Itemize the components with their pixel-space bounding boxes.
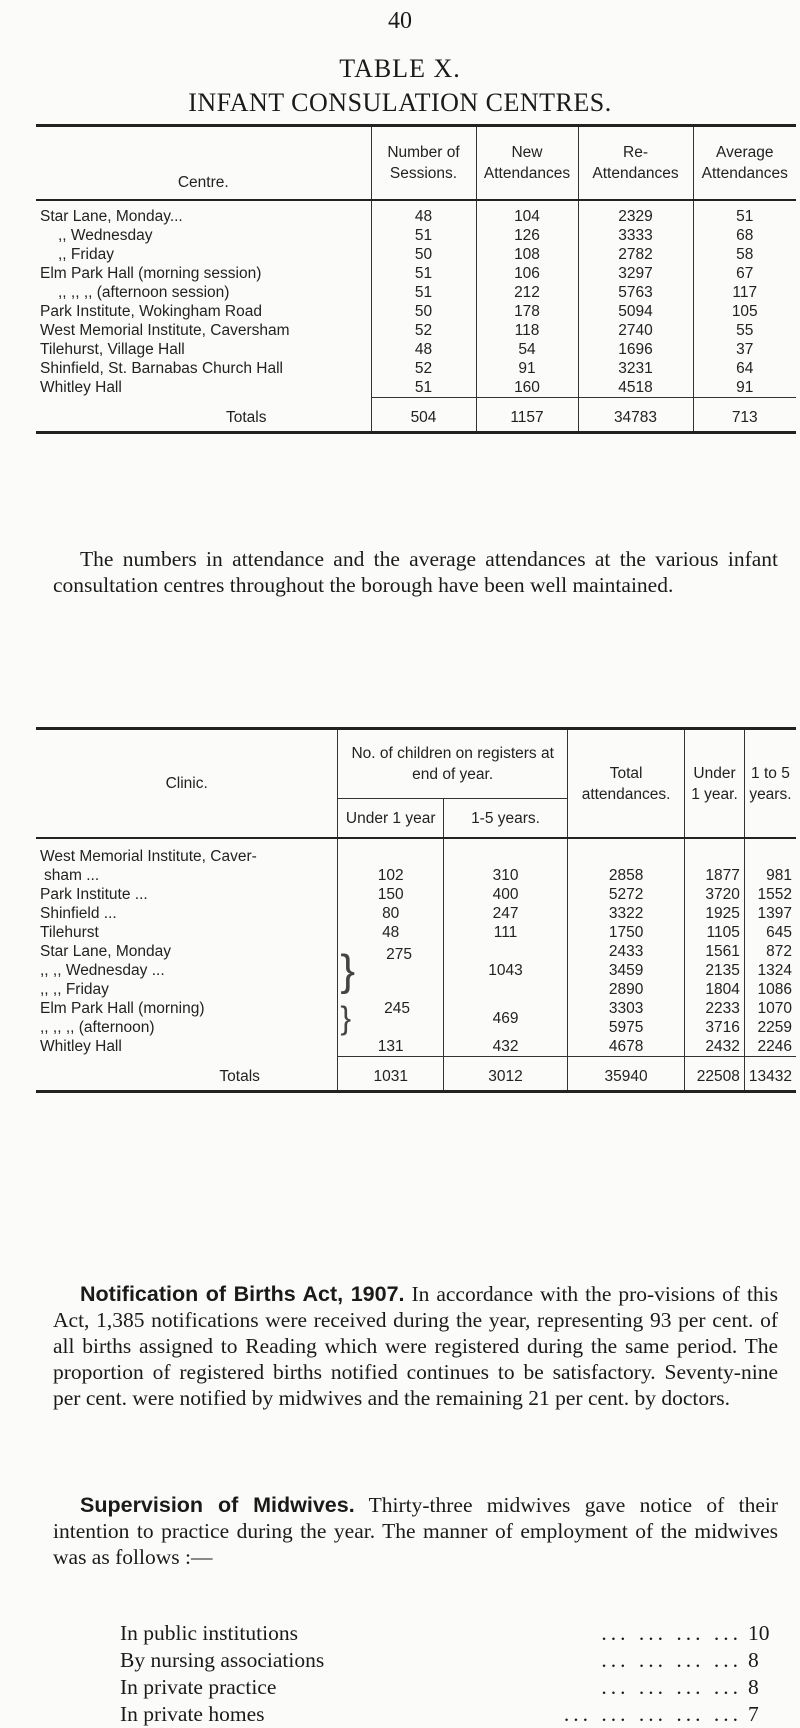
table-subtitle: INFANT CONSULATION CENTRES. — [188, 88, 612, 117]
cell-sessions: 51 — [371, 226, 476, 245]
cell-1to5: 645 — [744, 923, 796, 942]
col-total-attendances: Total attendances. — [568, 729, 685, 839]
cell-centre: Elm Park Hall (morning session) — [40, 265, 262, 282]
cell-1-5: 400 — [444, 885, 568, 904]
total-new: 1157 — [476, 398, 578, 433]
cell-u1: 2135 — [685, 961, 745, 980]
col-sessions: Number of Sessions. — [371, 126, 476, 201]
cell-total: 5272 — [568, 885, 685, 904]
clinic-table — [36, 727, 796, 1093]
cell-total: 3322 — [568, 904, 685, 923]
list-item — [120, 1674, 780, 1701]
brace-icon: } — [340, 945, 356, 995]
cell-sessions: 52 — [371, 321, 476, 340]
list-item — [120, 1647, 780, 1674]
cell-clinic: Tilehurst — [40, 924, 99, 941]
cell-new: 126 — [476, 226, 578, 245]
table-row — [36, 283, 796, 302]
cell-clinic: ,, ,, ,, (afternoon) — [40, 1019, 155, 1036]
employment-value: 8 — [748, 1648, 759, 1672]
table-header-row — [36, 126, 796, 201]
cell-1to5: 1086 — [744, 980, 796, 999]
col-re-attendances: Re- Attendances — [578, 126, 693, 201]
cell-1to5: 1397 — [744, 904, 796, 923]
table-row — [36, 378, 796, 398]
clinic-header-row — [36, 729, 796, 799]
cell-total: 5975 — [568, 1018, 685, 1037]
cell-centre: West Memorial Institute, Caversham — [40, 322, 290, 339]
cell-1to5: 981 — [744, 866, 796, 885]
cell-1-5: 111 — [444, 923, 568, 942]
cell-1to5: 2259 — [744, 1018, 796, 1037]
cell-sessions: 51 — [371, 378, 476, 398]
col-registers-under-1: Under 1 year — [338, 799, 444, 839]
cell-1-5: 1043 — [444, 942, 568, 999]
total-average: 713 — [693, 398, 796, 433]
totals-row — [36, 398, 796, 433]
cell-clinic: ,, ,, Friday — [40, 981, 109, 998]
supervision-heading: Supervision of Midwives. — [80, 1493, 355, 1517]
cell-u1: 1925 — [685, 904, 745, 923]
supervision-text: Thirty-three midwives gave notice of their intention to practice during the year. The manner of employment of the midwives was as follows :— — [53, 1493, 779, 1569]
total-under1: 1031 — [338, 1057, 444, 1092]
col-average-attendances: Average Attendances — [693, 126, 796, 201]
infant-centres-table — [36, 124, 796, 434]
cell-total: 3459 — [568, 961, 685, 980]
cell-centre: ,, ,, ,, (afternoon session) — [58, 284, 230, 301]
leader-dots: ... ... ... ... — [601, 1675, 742, 1699]
cell-re: 5763 — [578, 283, 693, 302]
col-registers-1-5: 1-5 years. — [444, 799, 568, 839]
table-row — [36, 321, 796, 340]
cell-sessions: 48 — [371, 200, 476, 226]
col-under-1-year: Under 1 year. — [685, 729, 745, 839]
cell-u1: 1105 — [685, 923, 745, 942]
cell-re: 3297 — [578, 264, 693, 283]
cell-clinic: Shinfield ... — [40, 905, 117, 922]
cell-clinic: Elm Park Hall (morning) — [40, 1000, 205, 1017]
cell-re: 2740 — [578, 321, 693, 340]
table-row — [36, 359, 796, 378]
cell-average: 58 — [693, 245, 796, 264]
table-title: TABLE X. — [339, 54, 461, 83]
col-1-to-5-years: 1 to 5 years. — [744, 729, 796, 839]
cell-u1: 3720 — [685, 885, 745, 904]
cell-average: 37 — [693, 340, 796, 359]
cell-re: 1696 — [578, 340, 693, 359]
cell-sessions: 50 — [371, 245, 476, 264]
cell-u1: 1877 — [685, 866, 745, 885]
employment-label: In private practice — [120, 1675, 277, 1699]
cell-u1: 1561 — [685, 942, 745, 961]
cell-sessions: 51 — [371, 264, 476, 283]
cell-u1: 2233 — [685, 999, 745, 1018]
cell-sessions: 52 — [371, 359, 476, 378]
notification-heading: Notification of Births Act, 1907. — [80, 1282, 405, 1306]
col-clinic: Clinic. — [36, 729, 338, 839]
cell-under1: 245 — [384, 1000, 410, 1017]
cell-clinic: Whitley Hall — [40, 1038, 122, 1055]
cell-average: 117 — [693, 283, 796, 302]
employment-label: By nursing associations — [120, 1648, 325, 1672]
list-item — [120, 1620, 780, 1647]
cell-clinic: Park Institute ... — [40, 886, 148, 903]
notification-paragraph — [53, 1281, 778, 1411]
cell-under1: 150 — [338, 885, 444, 904]
cell-1to5: 1324 — [744, 961, 796, 980]
brace-icon: } — [340, 1000, 352, 1036]
cell-centre: Tilehurst, Village Hall — [40, 341, 185, 358]
cell-u1: 2432 — [685, 1037, 745, 1057]
table-row — [36, 923, 796, 942]
employment-label: In private homes — [120, 1702, 265, 1726]
leader-dots: ... ... ... ... — [601, 1621, 742, 1645]
table-row — [36, 200, 796, 226]
cell-total: 2890 — [568, 980, 685, 999]
cell-new: 106 — [476, 264, 578, 283]
page-number: 40 — [388, 8, 412, 34]
cell-new: 118 — [476, 321, 578, 340]
cell-centre: Star Lane, Monday... — [40, 208, 183, 225]
employment-value: 8 — [748, 1675, 759, 1699]
total-u1: 22508 — [685, 1057, 745, 1092]
cell-re: 3333 — [578, 226, 693, 245]
cell-average: 67 — [693, 264, 796, 283]
cell-u1: 1804 — [685, 980, 745, 999]
cell-clinic: Star Lane, Monday — [40, 943, 171, 960]
cell-average: 68 — [693, 226, 796, 245]
cell-new: 91 — [476, 359, 578, 378]
employment-list — [120, 1620, 780, 1728]
cell-1-5: 432 — [444, 1037, 568, 1057]
cell-new: 178 — [476, 302, 578, 321]
star-lane-group-under1 — [338, 942, 444, 999]
cell-total: 1750 — [568, 923, 685, 942]
table-row — [36, 340, 796, 359]
cell-average: 55 — [693, 321, 796, 340]
total-re: 34783 — [578, 398, 693, 433]
table-row — [36, 245, 796, 264]
cell-re: 2329 — [578, 200, 693, 226]
cell-1to5: 1070 — [744, 999, 796, 1018]
cell-under1: 102 — [338, 866, 444, 885]
col-centre: Centre. — [36, 126, 371, 201]
cell-new: 212 — [476, 283, 578, 302]
cell-1to5: 2246 — [744, 1037, 796, 1057]
cell-average: 91 — [693, 378, 796, 398]
cell-clinic: West Memorial Institute, Caver- — [40, 848, 257, 865]
employment-label: In public institutions — [120, 1621, 298, 1645]
cell-sessions: 48 — [371, 340, 476, 359]
cell-total: 3303 — [568, 999, 685, 1018]
table-row — [36, 226, 796, 245]
col-registers: No. of children on registers at end of year. — [338, 729, 568, 799]
total-1-5: 3012 — [444, 1057, 568, 1092]
cell-1to5: 872 — [744, 942, 796, 961]
list-item — [120, 1701, 780, 1728]
table-row — [36, 302, 796, 321]
cell-1-5: 469 — [444, 999, 568, 1037]
table-row — [36, 942, 796, 961]
cell-under1: 131 — [338, 1037, 444, 1057]
table-row — [36, 999, 796, 1018]
table-row — [36, 904, 796, 923]
supervision-paragraph — [53, 1492, 778, 1570]
table-row — [36, 885, 796, 904]
employment-value: 10 — [748, 1621, 770, 1645]
cell-new: 108 — [476, 245, 578, 264]
cell-new: 54 — [476, 340, 578, 359]
cell-re: 3231 — [578, 359, 693, 378]
employment-value: 7 — [748, 1702, 759, 1726]
cell-average: 51 — [693, 200, 796, 226]
cell-re: 4518 — [578, 378, 693, 398]
cell-centre: ,, Friday — [58, 246, 114, 263]
leader-dots: ... ... ... ... — [601, 1648, 742, 1672]
cell-under1: 275 — [386, 945, 412, 963]
totals-row — [36, 1057, 796, 1092]
col-new-attendances: New Attendances — [476, 126, 578, 201]
cell-centre: Whitley Hall — [40, 379, 122, 396]
cell-1-5: 310 — [444, 866, 568, 885]
cell-sessions: 50 — [371, 302, 476, 321]
cell-re: 2782 — [578, 245, 693, 264]
cell-centre: ,, Wednesday — [58, 227, 153, 244]
cell-re: 5094 — [578, 302, 693, 321]
cell-total: 2433 — [568, 942, 685, 961]
cell-new: 160 — [476, 378, 578, 398]
table-row — [36, 838, 796, 866]
cell-clinic: ,, ,, Wednesday ... — [40, 962, 165, 979]
cell-u1: 3716 — [685, 1018, 745, 1037]
cell-clinic: sham ... — [44, 867, 100, 884]
cell-1-5: 247 — [444, 904, 568, 923]
cell-total: 4678 — [568, 1037, 685, 1057]
attendance-paragraph: The numbers in attendance and the average attendances at the various infant consultation centres throughout the borough have been well maintained. — [53, 547, 778, 597]
total-1to5: 13432 — [744, 1057, 796, 1092]
table-row — [36, 264, 796, 283]
cell-under1: 80 — [338, 904, 444, 923]
total-sessions: 504 — [371, 398, 476, 433]
elm-park-group-under1 — [338, 999, 444, 1037]
cell-average: 64 — [693, 359, 796, 378]
cell-sessions: 51 — [371, 283, 476, 302]
cell-centre: Shinfield, St. Barnabas Church Hall — [40, 360, 283, 377]
totals-label: Totals — [226, 408, 267, 426]
cell-new: 104 — [476, 200, 578, 226]
cell-total: 2858 — [568, 866, 685, 885]
cell-average: 105 — [693, 302, 796, 321]
table-row — [36, 1037, 796, 1057]
cell-centre: Park Institute, Wokingham Road — [40, 303, 262, 320]
notification-text: In accordance with the pro-visions of this Act, 1,385 notifications were received during the year, representing 93 per cent. of all births assigned to Reading which were registered during the same period. The proportion of registered births notified continues to be satisfactory. Seventy-nine per cent. were notified by midwives and the remaining 21 per cent. by doctors. — [53, 1282, 779, 1410]
totals-label: Totals — [219, 1067, 260, 1085]
cell-under1: 48 — [338, 923, 444, 942]
table-row — [36, 866, 796, 885]
cell-1to5: 1552 — [744, 885, 796, 904]
leader-dots: ... ... ... ... ... — [563, 1702, 742, 1726]
total-attendances: 35940 — [568, 1057, 685, 1092]
